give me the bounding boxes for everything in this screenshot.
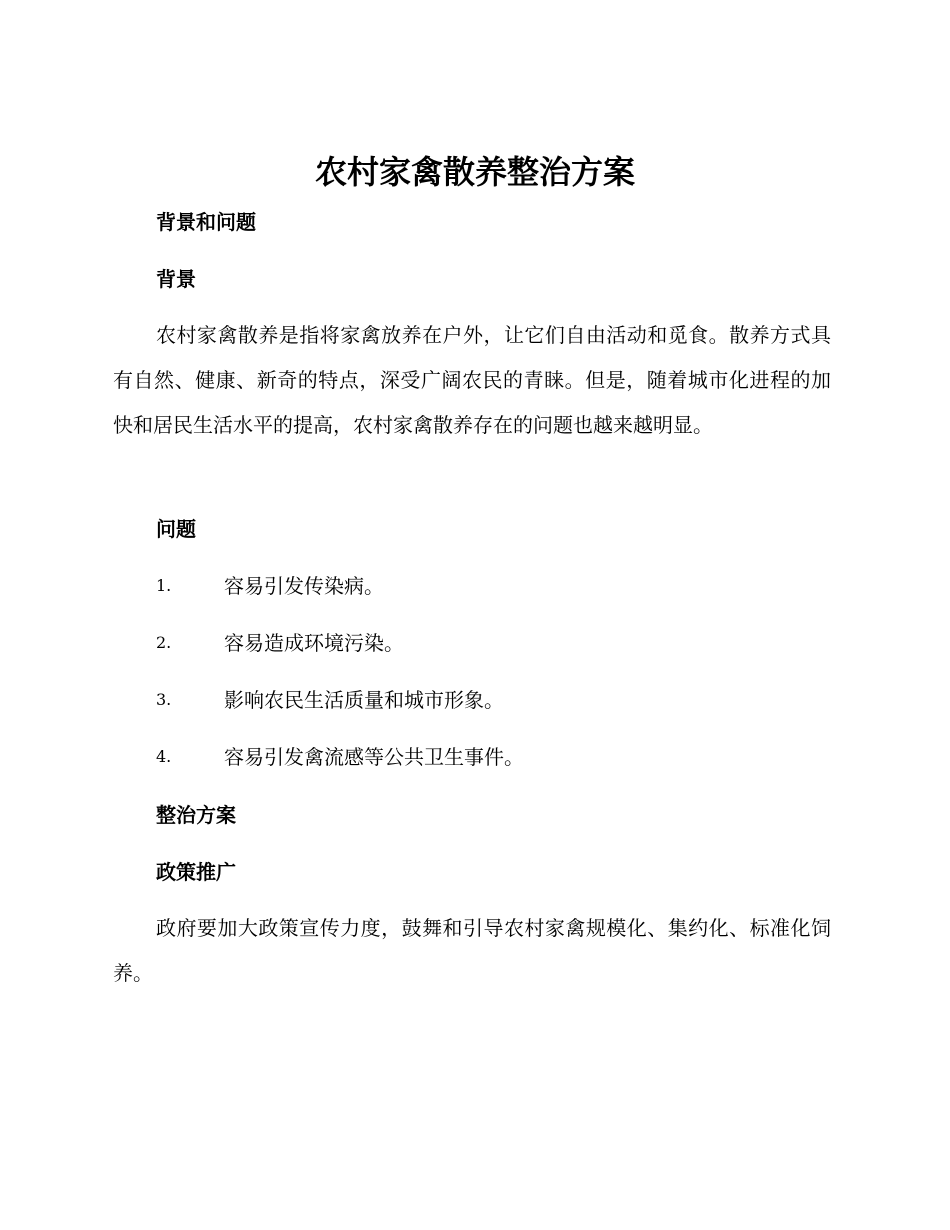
list-text: 容易造成环境污染。 — [224, 631, 404, 655]
subheading-problems: 问题 — [156, 517, 196, 541]
list-number: 1. — [156, 576, 172, 595]
problem-list-item — [156, 685, 836, 715]
problem-list-item — [156, 571, 836, 601]
list-number: 4. — [156, 747, 172, 766]
list-number: 3. — [156, 690, 172, 709]
list-text: 影响农民生活质量和城市形象。 — [224, 688, 504, 712]
problem-list-item — [156, 628, 836, 658]
list-text: 容易引发传染病。 — [224, 574, 384, 598]
background-paragraph: 农村家禽散养是指将家禽放养在户外，让它们自由活动和觅食。散养方式具有自然、健康、新奇的特点，深受广阔农民的青睐。但是，随着城市化进程的加快和居民生活水平的提高，农村家禽散养存在的问题也越来越明显。 — [113, 323, 831, 437]
subheading-policy-promotion: 政策推广 — [156, 860, 236, 884]
section-heading-background-and-problems: 背景和问题 — [156, 210, 256, 234]
section-heading-remediation-plan: 整治方案 — [156, 803, 236, 827]
problem-list-item — [156, 742, 836, 772]
document-title: 农村家禽散养整治方案 — [314, 153, 635, 191]
subheading-background: 背景 — [156, 267, 196, 291]
list-text: 容易引发禽流感等公共卫生事件。 — [224, 745, 524, 769]
list-number: 2. — [156, 633, 172, 652]
policy-paragraph: 政府要加大政策宣传力度，鼓舞和引导农村家禽规模化、集约化、标准化饲养。 — [113, 916, 831, 985]
